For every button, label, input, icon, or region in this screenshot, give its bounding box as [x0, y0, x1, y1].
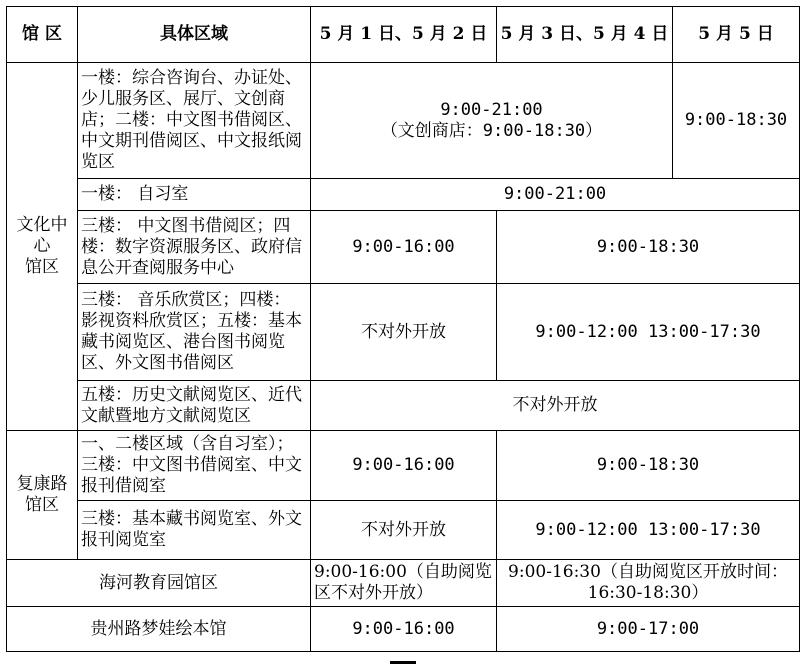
time-cell: 9:00-16:00 [311, 607, 497, 652]
header-area: 具体区域 [78, 7, 311, 63]
header-may-5: 5 月 5 日 [673, 7, 800, 63]
time-cell: 不对外开放 [311, 284, 497, 381]
table-row [7, 211, 800, 284]
time-cell: 9:00-12:00 13:00-17:30 [497, 501, 800, 560]
header-may-1-2: 5 月 1 日、5 月 2 日 [311, 7, 497, 63]
time-cell: 9:00-16:00 [311, 211, 497, 284]
area-cell: 三楼： 中文图书借阅区；四楼：数字资源服务区、政府信息公开查阅服务中心 [78, 211, 311, 284]
time-cell: 不对外开放 [311, 501, 497, 560]
area-cell: 一楼： 自习室 [78, 179, 311, 211]
venue-haihe: 海河教育园馆区 [7, 560, 311, 607]
schedule-table [6, 6, 800, 652]
table-row [7, 431, 800, 501]
time-cell: 9:00-18:30 [497, 431, 800, 501]
time-cell: 9:00-12:00 13:00-17:30 [497, 284, 800, 381]
venue-guizhou: 贵州路梦娃绘本馆 [7, 607, 311, 652]
venue-wenhua-line1: 文化中 [16, 215, 68, 235]
time-cell: 9:00-16:00 [311, 431, 497, 501]
time-cell: 9:00-16:00（自助阅览区不对外开放） [311, 560, 497, 607]
venue-fukang [7, 431, 78, 560]
venue-fukang-line2: 馆区 [25, 495, 59, 515]
table-row [7, 179, 800, 211]
table-row [7, 607, 800, 652]
time-cell: 不对外开放 [311, 381, 800, 431]
table-row [7, 560, 800, 607]
header-row [7, 7, 800, 63]
area-cell: 三楼：基本藏书阅览室、外文报刊阅览室 [78, 501, 311, 560]
time-cell: 9:00-17:00 [497, 607, 800, 652]
area-cell: 五楼：历史文献阅览区、近代文献暨地方文献阅览区 [78, 381, 311, 431]
area-cell: 一楼：综合咨询台、办证处、少儿服务区、展厅、文创商店；二楼：中文图书借阅区、中文期刊借阅区、中文报纸阅览区 [78, 63, 311, 179]
venue-wenhua-line3: 馆区 [25, 257, 59, 277]
header-may-3-4: 5 月 3 日、5 月 4 日 [497, 7, 673, 63]
time-cell: 9:00-18:30 [497, 211, 800, 284]
page-bottom-mark [390, 661, 416, 664]
table-row [7, 284, 800, 381]
area-cell: 三楼： 音乐欣赏区；四楼： 影视资料欣赏区；五楼：基本藏书阅览区、港台图书阅览区、外文图书借阅区 [78, 284, 311, 381]
venue-wenhua [7, 63, 78, 431]
time-cell: 9:00-16:30（自助阅览区开放时间：16:30-18:30） [497, 560, 800, 607]
venue-wenhua-line2: 心 [33, 236, 51, 256]
time-cell: 9:00-21:00 [311, 179, 800, 211]
time-cell: 9:00-18:30 [673, 63, 800, 179]
table-row [7, 63, 800, 179]
venue-fukang-line1: 复康路 [16, 474, 68, 494]
time-cell [311, 63, 673, 179]
header-venue: 馆 区 [7, 7, 78, 63]
area-cell: 一、二楼区域（含自习室）；三楼：中文图书借阅室、中文报刊借阅室 [78, 431, 311, 501]
time-main: 9:00-21:00 [440, 99, 543, 120]
table-row [7, 501, 800, 560]
table-row [7, 381, 800, 431]
time-sub: （文创商店：9:00-18:30） [380, 120, 603, 141]
